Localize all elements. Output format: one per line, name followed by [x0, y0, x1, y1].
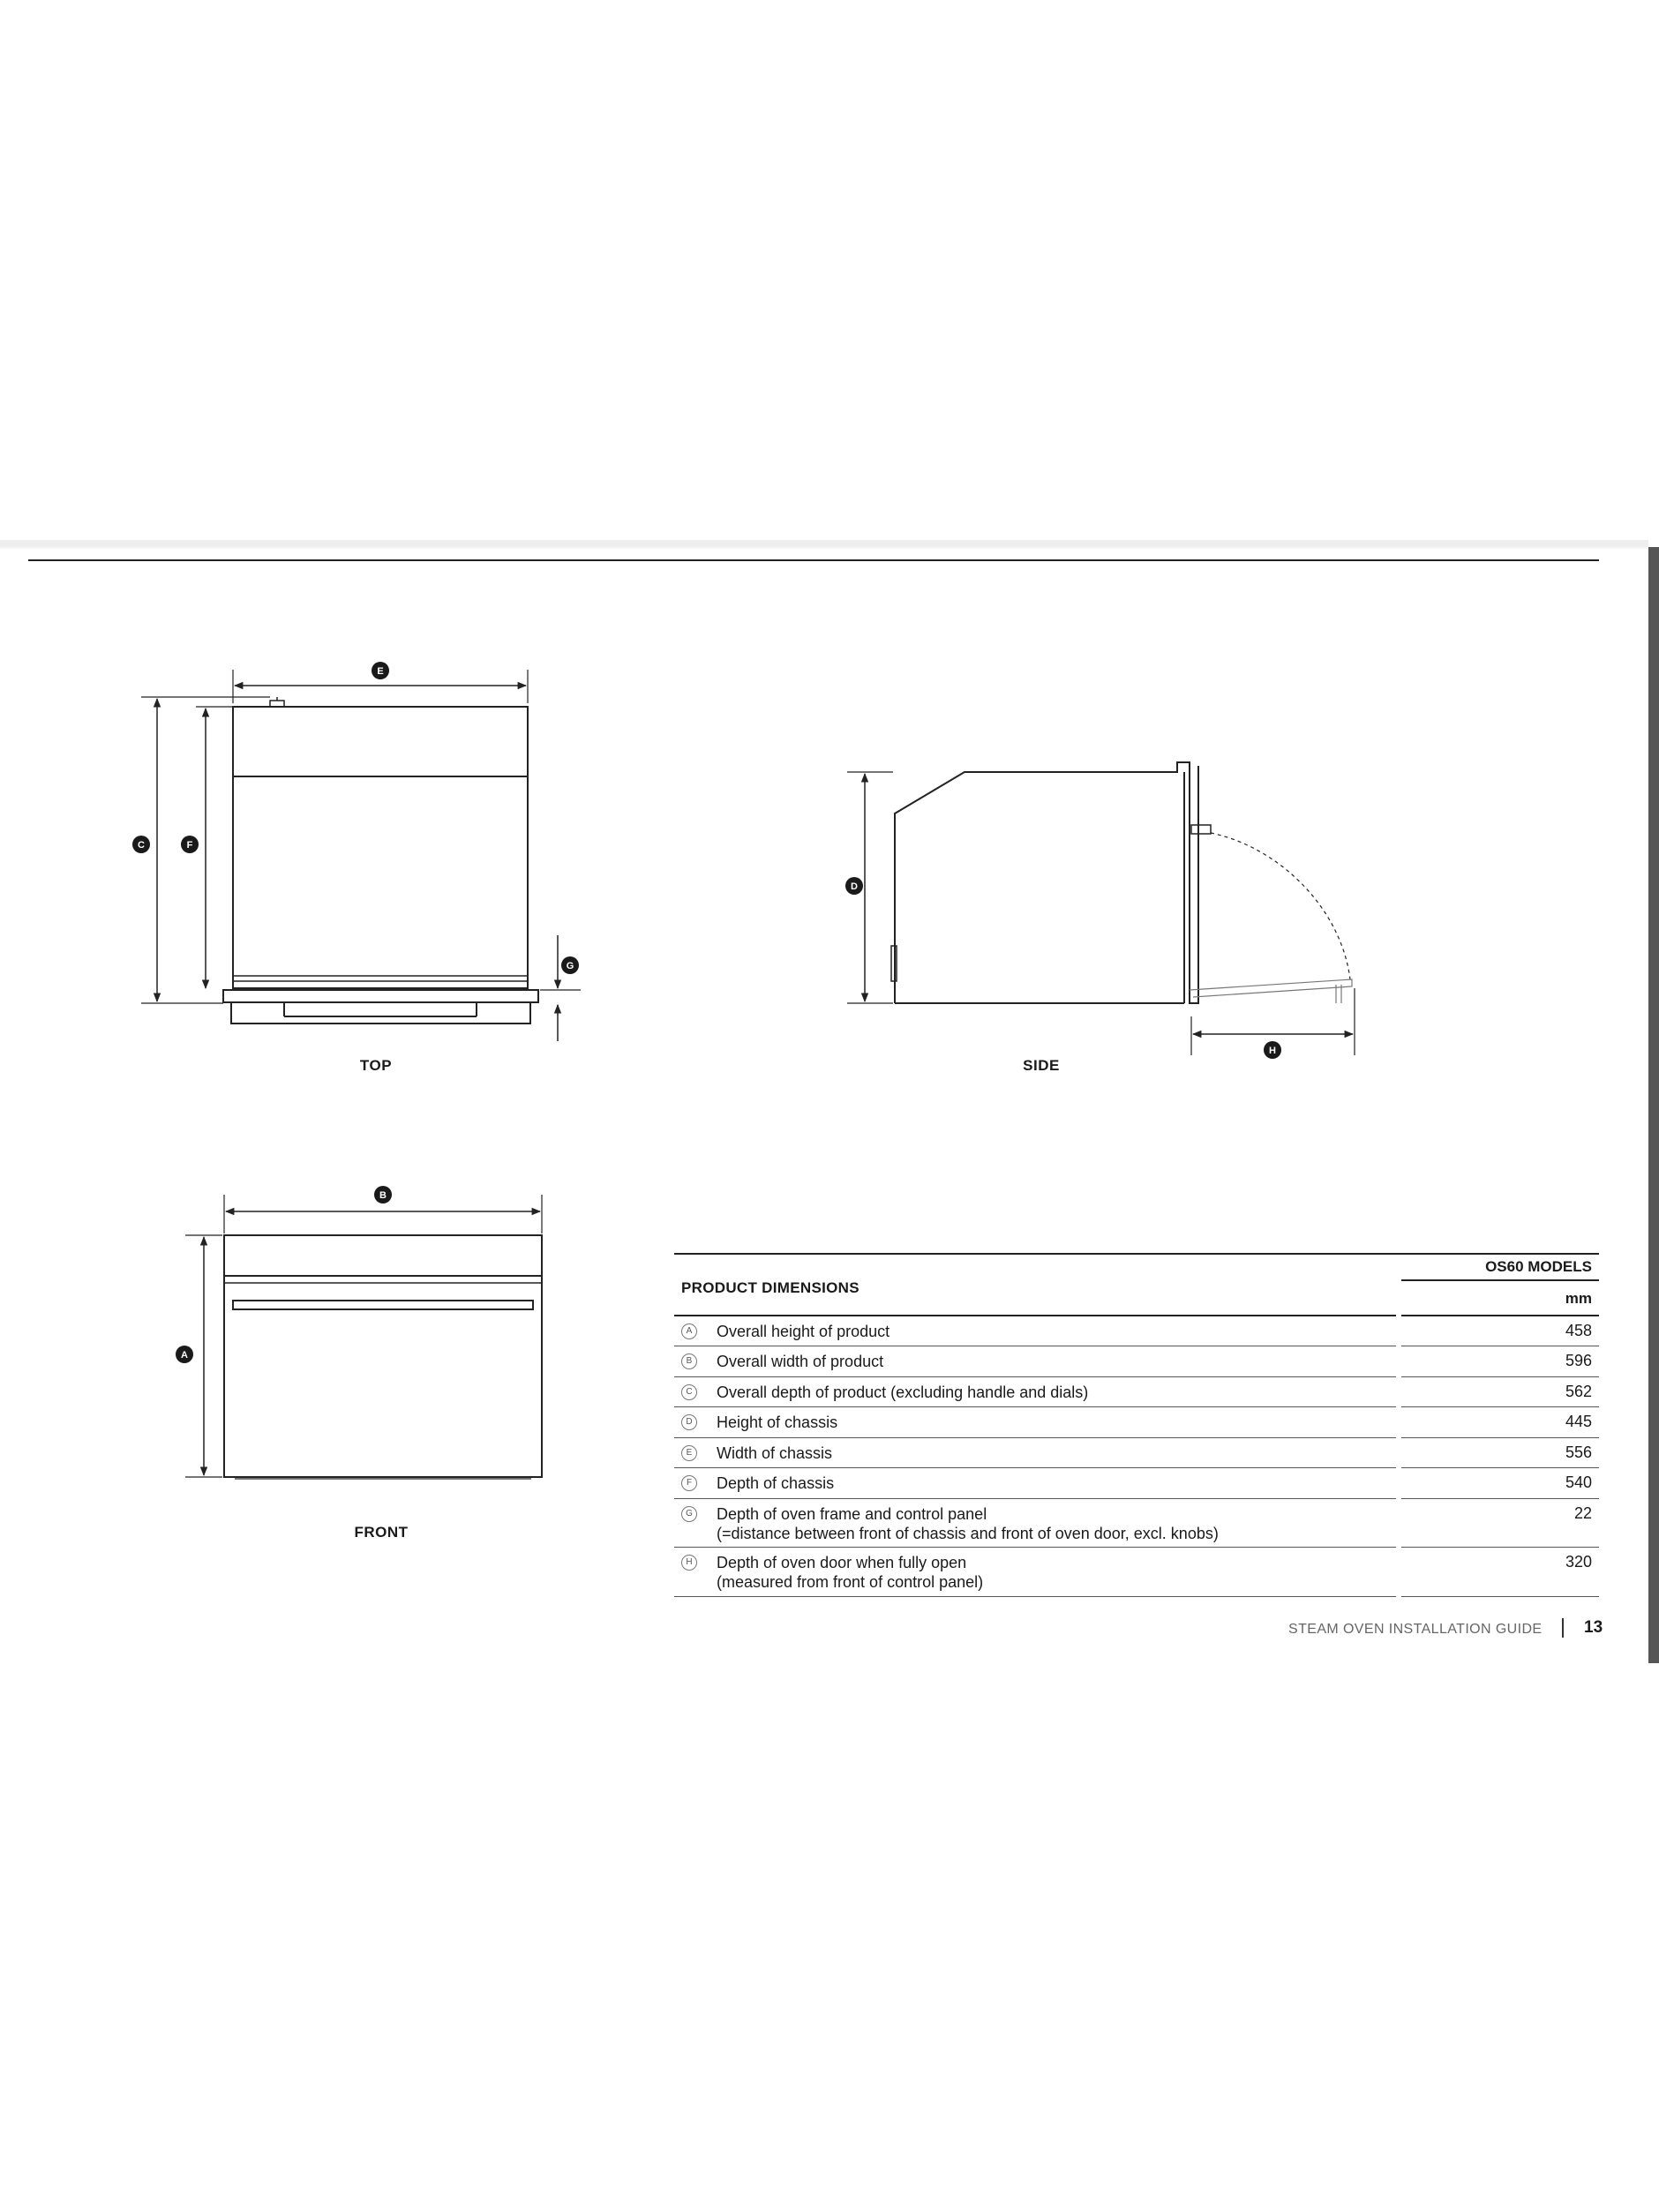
top-view-label: TOP [359, 1057, 393, 1074]
marker-a [176, 1346, 193, 1363]
front-view-label: FRONT [354, 1524, 409, 1541]
row-description: Depth of chassis [717, 1474, 835, 1492]
column-header: OS60 MODELS [1485, 1258, 1592, 1275]
top-view-drawing [141, 670, 581, 1041]
row-description: Overall depth of product (excluding handle and dials) [717, 1383, 1089, 1401]
svg-text:E: E [377, 666, 384, 677]
footer-separator [1562, 1618, 1564, 1638]
marker-c [132, 836, 150, 853]
row-letter: F [681, 1475, 697, 1491]
svg-text:A: A [181, 1350, 188, 1361]
marker-f [181, 836, 199, 853]
svg-text:B: B [379, 1190, 387, 1201]
page-number: 13 [1584, 1618, 1603, 1637]
table-row [674, 1468, 1599, 1499]
row-letter: G [681, 1506, 697, 1522]
side-view-label: SIDE [1023, 1057, 1060, 1074]
row-letter: H [681, 1555, 697, 1571]
marker-h [1264, 1041, 1281, 1059]
row-letter: A [681, 1323, 697, 1339]
footer-guide-title: STEAM OVEN INSTALLATION GUIDE [1288, 1622, 1543, 1637]
row-value: 556 [1565, 1443, 1592, 1461]
column-header-rule [1401, 1279, 1599, 1281]
row-description: Depth of oven frame and control panel (=distance between front of chassis and front of oven door, excl. knobs) [717, 1505, 1219, 1542]
row-description: Height of chassis [717, 1413, 838, 1431]
svg-text:G: G [566, 961, 574, 971]
row-description: Overall height of product [717, 1323, 890, 1340]
table-row [674, 1438, 1599, 1468]
row-value: 320 [1565, 1553, 1592, 1571]
svg-text:H: H [1269, 1046, 1276, 1056]
row-letter: C [681, 1384, 697, 1400]
row-letter: B [681, 1353, 697, 1369]
table-row [674, 1316, 1599, 1346]
row-value: 540 [1565, 1473, 1592, 1491]
marker-b [374, 1186, 392, 1203]
svg-text:F: F [186, 840, 193, 851]
svg-text:D: D [851, 881, 858, 892]
table-row [674, 1407, 1599, 1438]
table-row [674, 1548, 1599, 1597]
marker-g [561, 956, 579, 974]
table-row [674, 1499, 1599, 1548]
table-row [674, 1377, 1599, 1407]
row-value: 22 [1573, 1504, 1592, 1522]
front-view-drawing [185, 1195, 542, 1479]
side-view-drawing [847, 762, 1355, 1055]
table-row [674, 1346, 1599, 1377]
row-value: 596 [1565, 1352, 1592, 1369]
row-description: Depth of oven door when fully open (measured from front of control panel) [717, 1554, 984, 1591]
unit-header: mm [1565, 1290, 1592, 1307]
marker-d [845, 877, 863, 895]
row-description: Overall width of product [717, 1353, 884, 1370]
table-title: PRODUCT DIMENSIONS [681, 1279, 860, 1296]
table-top-rule [674, 1253, 1599, 1255]
row-value: 458 [1565, 1322, 1592, 1339]
row-letter: E [681, 1445, 697, 1461]
svg-text:C: C [138, 840, 145, 851]
marker-e [372, 662, 389, 679]
row-description: Width of chassis [717, 1444, 833, 1462]
row-value: 562 [1565, 1383, 1592, 1400]
row-value: 445 [1565, 1413, 1592, 1430]
row-letter: D [681, 1414, 697, 1430]
